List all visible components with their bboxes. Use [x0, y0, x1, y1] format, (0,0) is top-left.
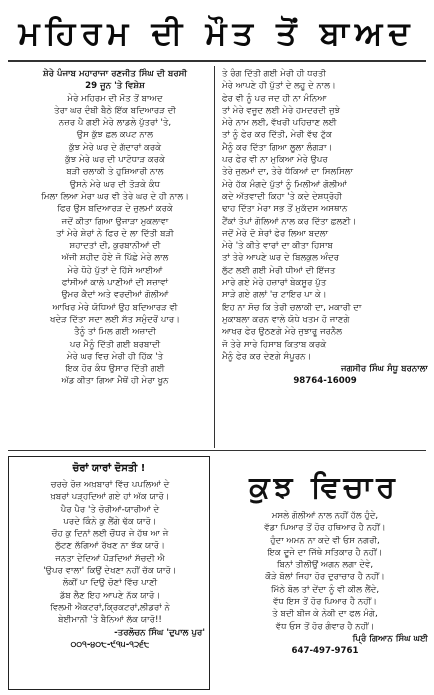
poem-line: ਉਸ ਕੁੱਝ ਛਲ ਕਪਟ ਨਾਲ — [76, 130, 154, 141]
vichar-line: ਕੌੜੇ ਬੋਲਾਂ ਜਿਹਾ ਹੋਰ ਦੁਰਾਚਾਰ ਹੈ ਨਹੀਂ। — [265, 572, 385, 583]
vichar-author: ਪ੍ਰਿੰ ਗਿਆਨ ਸਿੰਘ ਘਈ — [352, 633, 428, 644]
poem-line: ਢਾਹ ਦਿੱਤਾ ਮੇਰਾ ਸਭ ਤੋਂ ਮੁਕੱਦਸ ਅਸਥਾਨ — [222, 204, 348, 215]
poem-line: ਤਾਂ ਨੂੰ ਫੇਰ ਕਰ ਦਿੱਤੀ, ਮੇਰੀ ਵੱਢ ਟੁੱਕ — [222, 130, 332, 141]
poem-line: ਮਿਲਾ ਲਿਆ ਮੇਰਾ ਘਰ ਵੀ ਤੇਰੇ ਘਰ ਦੇ ਹੀ ਨਾਲ। — [41, 191, 189, 202]
poem-right-lines — [222, 68, 428, 363]
dosti-line: ਲੁੱਟਣ ਲੱਗਿਆਂ ਰੱਖਣ ਨਾ ਝੱਕ ਯਾਰੋ। — [55, 541, 165, 552]
poem-line: ਜਦੋਂ ਕੀਤਾ ਗਿਆ ਉਜਾੜਾ ਮੁਕਲਾਵਾ — [61, 216, 169, 227]
poem-line: ਮੇਰੇ ਹੱਕ ਮੰਗਦੇ ਪੁੱਤਾਂ ਨੂੰ ਮਿਲੀਆਂ ਗੋਲੀਆਂ — [222, 179, 347, 190]
dosti-phone: ੦੦੧-੪੦੮-੯੧੫-੧੨੬੮ — [70, 639, 150, 650]
dosti-box — [8, 456, 210, 690]
poem-line: ਮਾਰੇ ਗਏ ਮੇਰੇ ਹਜ਼ਾਰਾਂ ਬੇਕਸੂਰ ਪੁੱਤ — [222, 278, 327, 289]
dosti-line: ਜਨਤਾ ਦੇਦਿਆਂ ਪੌੜਦਿਆਂ ਸੱਚਦੀ ਐ — [55, 553, 165, 564]
vichar-lines — [222, 510, 428, 633]
poem-left-column — [20, 68, 210, 388]
poem-line: ਤਾਂ ਤੇਰੇ ਆਪਣੇ ਘਰ ਦੇ ਬਿਲਕੁਲ ਅੰਦਰ — [222, 253, 340, 264]
poem-line: ਤੇਰੇ ਜੁਲਮਾਂ ਦਾ, ਤੇਰੇ ਧੱਕਿਆਂ ਦਾ ਸਿਲਸਿਲਾ — [222, 167, 354, 178]
poem-line: ਕੁੱਝ ਮੇਰੇ ਘਰ ਦੇ ਗੱਦਾਰਾਂ ਕਰਕੇ — [68, 142, 162, 153]
vichar-line: ਵੱਡਾ ਪਿਆਰ ਤੋਂ ਹੋਰ ਹਥਿਆਰ ਹੈ ਨਹੀਂ। — [264, 523, 386, 534]
vichar-line: ਬਿਨਾਂ ਤੀਲੀਉਂ ਅਗਨ ਲਗਾ ਦੇਵੇ, — [276, 560, 374, 571]
poem-line: ਤੇਰਾ ਘਰ ਦੰਬੀ ਬੈਠੇ ਇੱਕ ਬਦਿਆਰੜ ਦੀ — [54, 105, 176, 116]
poem-line: ਮੇਰੇ ਮਹਿਰਮ ਦੀ ਮੌਤ ਤੋਂ ਬਾਅਦ — [67, 93, 163, 104]
poem-line: ਲੁੱਟ ਲਈ ਗਈ ਮੇਰੀ ਧੀਆਂ ਦੀ ਇੱਜਤ — [222, 265, 336, 276]
poem-line: ਖਦੇੜ ਦਿੱਤਾ ਸਦਾ ਲਈ ਸੱਤ ਸਮੁੰਦਰੋਂ ਪਾਰ। — [50, 314, 180, 325]
vichar-line: ਹੁੰਦਾ ਅਮਨ ਨਾ ਕਦੇ ਵੀ ਓਸ ਨਗਰੀ, — [270, 535, 380, 546]
dosti-line: ਡੱਬ ਲੈਣ ਇਹ ਆਪਣੇ ਨੱਕ ਯਾਰੋ। — [59, 590, 161, 601]
vichar-line: ਮਿੱਠੇ ਬੋਲ ਤਾਂ ਦੇਂਦਾ ਨੂੰ ਵੀ ਕੀਲ ਲੈਂਦੇ, — [270, 584, 380, 595]
poem-line: ਤਾਂ ਮੇਰੇ ਸ਼ੇਰਾਂ ਨੇ ਫਿਰ ਦੇ ਲਾ ਦਿੱਤੀ ਬੜੀ — [56, 228, 174, 239]
dosti-lines — [15, 479, 205, 627]
poem-subtitle: ਸ਼ੇਰੇ ਪੰਜਾਬ ਮਹਾਰਾਜਾ ਰਣਜੀਤ ਸਿੰਘ ਦੀ ਬਰਸੀ — [42, 69, 187, 79]
dosti-line: ਚੌਹ ਕੁ ਦਿਨਾਂ ਲਈ ਚੌਧਰ ਜੇ ਹੱਥ ਆ ਜੇ — [51, 529, 169, 540]
poem-author: ਜਗਸੀਰ ਸਿੰਘ ਸੰਧੂ ਬਰਨਾਲਾ — [340, 364, 428, 375]
vichar-line: ਇਕ ਦੂਜੇ ਦਾ ਜਿੱਥੇ ਸਤਿਕਾਰ ਹੈ ਨਹੀਂ। — [267, 547, 383, 558]
poem-line: ਬੜੀ ਚਲਾਕੀ ਤੇ ਹੁਸ਼ਿਆਰੀ ਨਾਲ — [66, 167, 164, 178]
section-divider — [8, 450, 426, 451]
poem-line: ਮੇਰੇ ਨਾਮ ਲਈ, ਵੱਖਰੀ ਪਹਿਚਾਣ ਲਈ — [222, 118, 337, 129]
dosti-line: ਖ਼ਬਰਾਂ ਪੜ੍ਹਦਿਆਂ ਗਏ ਹਾਂ ਅੱਕ ਯਾਰੋ। — [50, 492, 170, 503]
poem-line: ਕੁੱਝ ਮੇਰੇ ਘਰ ਦੀ ਪਾਟੋਧਾੜ ਕਰਕੇ — [65, 155, 165, 166]
page-headline: ਮਹਿਰਮ ਦੀ ਮੌਤ ਤੋਂ ਬਾਅਦ — [18, 14, 416, 52]
poem-line: ਕਦੇ ਅੱਤਵਾਦੀ ਕਿਹਾ 'ਤੇ ਕਦੇ ਦੇਸ਼ਧ੍ਰੋਹੀ — [222, 191, 343, 202]
vichar-phone: 647-497-9761 — [291, 646, 359, 657]
poem-line: ਪਰ ਮੈਨੂੰ ਦਿੱਤੀ ਗਈ ਬਰਬਾਦੀ — [69, 339, 161, 350]
dosti-line: ਲੋਕੀਂ ਪਾ ਦਿਉ ਚੋਣਾਂ ਵਿੱਚ ਪਾਣੀ — [62, 578, 158, 589]
dosti-author: -ਤਰਲੋਚਨ ਸਿੰਘ 'ਦੁਪਾਲ ਪੁਰ' — [114, 627, 205, 638]
poem-phone: 98764-16009 — [293, 376, 357, 387]
dosti-line: 'ਉਪਰ ਵਾਲਾ' ਕਿਉਂ ਦੇਖਣਾ ਨਹੀਂ ਚੱਕ ਯਾਰੋ। — [43, 566, 177, 577]
poem-line: ਉਮਰ ਕੈਦਾਂ ਅਤੇ ਵਰਦੀਆਂ ਗੋਲੀਆਂ — [61, 290, 169, 301]
poem-line: ਫਿਰ ਉਸ ਬਦਿਆਰੜ ਦੇ ਜ਼ੁਲਮਾਂ ਕਰਕੇ — [57, 204, 173, 215]
dosti-title: ਚੋਰਾਂ ਯਾਰਾਂ ਦੋਸਤੀ ! — [72, 463, 146, 474]
poem-line: ਤਾਂ ਮੇਰੇ ਵਜੂਦ ਲਈ ਮੇਰੇ ਹਮਦਰਦੀ ਜੁਝੇ — [222, 105, 340, 116]
dosti-line: ਚਰਚੇ ਰੋਜ਼ ਅਖ਼ਬਾਰਾਂ ਵਿੱਚ ਪਪਲਿਆਂ ਦੇ — [50, 480, 170, 490]
poem-line: ਜੋ ਤੇਰੇ ਸਾਰੇ ਹਿਸਾਬ ਕਿਤਾਬ ਕਰਕੇ — [222, 339, 327, 350]
vichar-line: ਤੇ ਬਦੀ ਬੀਜ ਕੇ ਨੇਕੀ ਦਾ ਫਲ ਮੰਗੇ, — [272, 609, 378, 620]
poem-line: ਮੁਕਾਬਲਾ ਕਰਨ ਵਾਲੇ ਯੋਧੇ ਖਤਮ ਹੋ ਜਾਣਗੇ — [222, 314, 350, 325]
poem-line: ਮੈਨੂੰ ਕਰ ਦਿੱਤਾ ਗਿਆ ਲੂਲਾ ਲੰਗੜਾ। — [222, 142, 333, 153]
poem-line: ਆਖਿਰ ਮੇਰੇ ਯੋਧਿਆਂ ਉਹ ਬਦਿਆਰੜ ਵੀ — [52, 302, 178, 313]
poem-line: ਇਹ ਨਾ ਸੋਚ ਕਿ ਤੇਰੀ ਚਲਾਕੀ ਦਾ, ਮਕਾਰੀ ਦਾ — [222, 302, 362, 313]
vichar-line: ਵੱਧ ਇਸ ਤੋਂ ਹੋਰ ਪਿਆਰ ਹੈ ਨਹੀਂ। — [273, 597, 377, 608]
vichar-column — [222, 510, 428, 658]
poem-line: ਫਾਂਸੀਆਂ ਕਾਲੇ ਪਾਣੀਆਂ ਦੀ ਸਜ਼ਾਵਾਂ — [61, 278, 169, 289]
poem-line: ਮੈਨੂੰ ਫੇਰ ਕਰ ਦੇਣਗੇ ਸੰਪੂਰਨ। — [222, 351, 312, 362]
dosti-line: ਪੈਰ ਪੈਰ 'ਤੇ ਚੋਰੀਆਂ-ਯਾਰੀਆਂ ਦੇ — [60, 504, 160, 515]
poem-line: ਤੇ ਰੰਗ ਦਿੱਤੀ ਗਈ ਮੇਰੀ ਹੀ ਧਰਤੀ — [222, 69, 326, 79]
headline-divider — [8, 60, 426, 62]
poem-line: ਪਰ ਫੇਰ ਵੀ ਨਾ ਮੁਕਿਆ ਮੇਰੇ ਉਪਰ — [222, 155, 328, 166]
poem-line: ਫੇਰ ਵੀ ਨੂੰ ਪਰ ਜਦ ਹੀ ਨਾ ਮੰਨਿਆ — [222, 93, 327, 104]
poem-left-lines — [20, 93, 210, 388]
poem-line: ਆਖਰ ਫੇਰ ਉਠਣਗੇ ਮੇਰੇ ਜੁਝਾਰੂ ਜਰਨੈਲ — [222, 327, 343, 338]
poem-line: ਸਾੜੇ ਗਏ ਗਲਾਂ 'ਚ ਟਾਇਰ ਪਾ ਕੇ। — [222, 290, 327, 301]
dosti-line: ਵਿਲਮੀ ਐਕਟਰਾਂ,ਕ੍ਰਿਕਟਰਾਂ,ਲੀਡਰਾਂ ਨੇ — [50, 602, 170, 613]
poem-line: ਜਦੋਂ ਮੇਰੇ ਦੋ ਸ਼ੇਰਾਂ ਫੇਰ ਲਿਆ ਬਦਲਾ — [222, 228, 329, 239]
poem-line: ਨਜ਼ਰ ਪੈ ਗਈ ਮੇਰੇ ਲਾਡਲੇ ਪੁੱਤਰਾਂ 'ਤੇ, — [58, 118, 172, 129]
vichar-title: ਕੁਝ ਵਿਚਾਰ — [249, 470, 399, 505]
poem-line: ਮੇਰੇ ਘਰ ਵਿਚ ਮੇਰੀ ਹੀ ਹਿੱਕ 'ਤੇ — [66, 351, 164, 362]
dosti-body — [15, 479, 205, 651]
column-divider — [214, 66, 215, 448]
poem-line: ਮੇਰੇ 'ਤੇ ਕੀਤੇ ਵਾਰਾਂ ਦਾ ਕੀਤਾ ਹਿਸਾਬ — [222, 241, 333, 252]
dosti-line: ਬੇਈਮਾਨੀ 'ਤੇ ਬੈਨਿਆਂ ਲੱਕ ਯਾਰੋ!! — [58, 615, 162, 626]
poem-line: ਅੱਜੀ ਸ਼ਹੀਦ ਹੋਏ ਜੋ ਪਿੱਛੇ ਮੇਰੇ ਲਾਲ — [61, 253, 169, 264]
poem-line: ਸ਼ਹਾਦਤਾਂ ਦੀ, ਕੁਰਬਾਨੀਆਂ ਦੀ — [69, 241, 161, 252]
poem-line: ਮੇਰੇ ਧੋਹੇ ਪੁੱਤਾਂ ਦੇ ਹਿੱਸੇ ਆਈਆਂ — [67, 265, 163, 276]
poem-line: ਉਸਨੇ ਮੇਰੇ ਘਰ ਦੀ ਤੋੜਕੇ ਕੰਧ — [69, 179, 161, 190]
vichar-line: ਵੱਧ ਓਸ ਤੋਂ ਹੋਰ ਗੰਵਾਰ ਹੈ ਨਹੀਂ। — [275, 621, 375, 632]
poem-line: ਤੈਨੂੰ ਤਾਂ ਮਿਲ ਗਈ ਅਜ਼ਾਦੀ — [74, 327, 156, 338]
poem-right-column — [222, 68, 428, 388]
poem-line: ਟੈਂਕਾਂ ਤੋਪਾਂ ਗੋਲਿਆਂ ਨਾਲ ਕਰ ਦਿੱਤਾ ਛਲਣੀ। — [222, 216, 357, 227]
poem-date-line: 29 ਜੂਨ 'ਤੇ ਵਿਸ਼ੇਸ਼ — [85, 81, 145, 92]
poem-line: ਇਕ ਹੋਰ ਕੰਧ ਉਸਾਰ ਦਿੱਤੀ ਗਈ — [65, 364, 165, 375]
poem-line: ਅੱਡ ਕੀਤਾ ਗਿਆ ਮੈਥੋਂ ਹੀ ਮੇਰਾ ਖੂਨ — [61, 376, 169, 387]
dosti-line: ਪਰਦੇ ਕਿੰਨੇ ਕੁ ਲੈਂਗੇ ਢੱਕ ਯਾਰੋ। — [63, 516, 157, 527]
vichar-line: ਮਸਲੇ ਗੋਲੀਆਂ ਨਾਲ ਨਹੀਂ ਹੱਲ ਹੁੰਦੇ, — [271, 511, 379, 521]
poem-line: ਮੇਰੇ ਆਪਣੇ ਹੀ ਪੁੱਤਾਂ ਦੇ ਲਹੂ ਦੇ ਨਾਲ। — [222, 81, 336, 92]
